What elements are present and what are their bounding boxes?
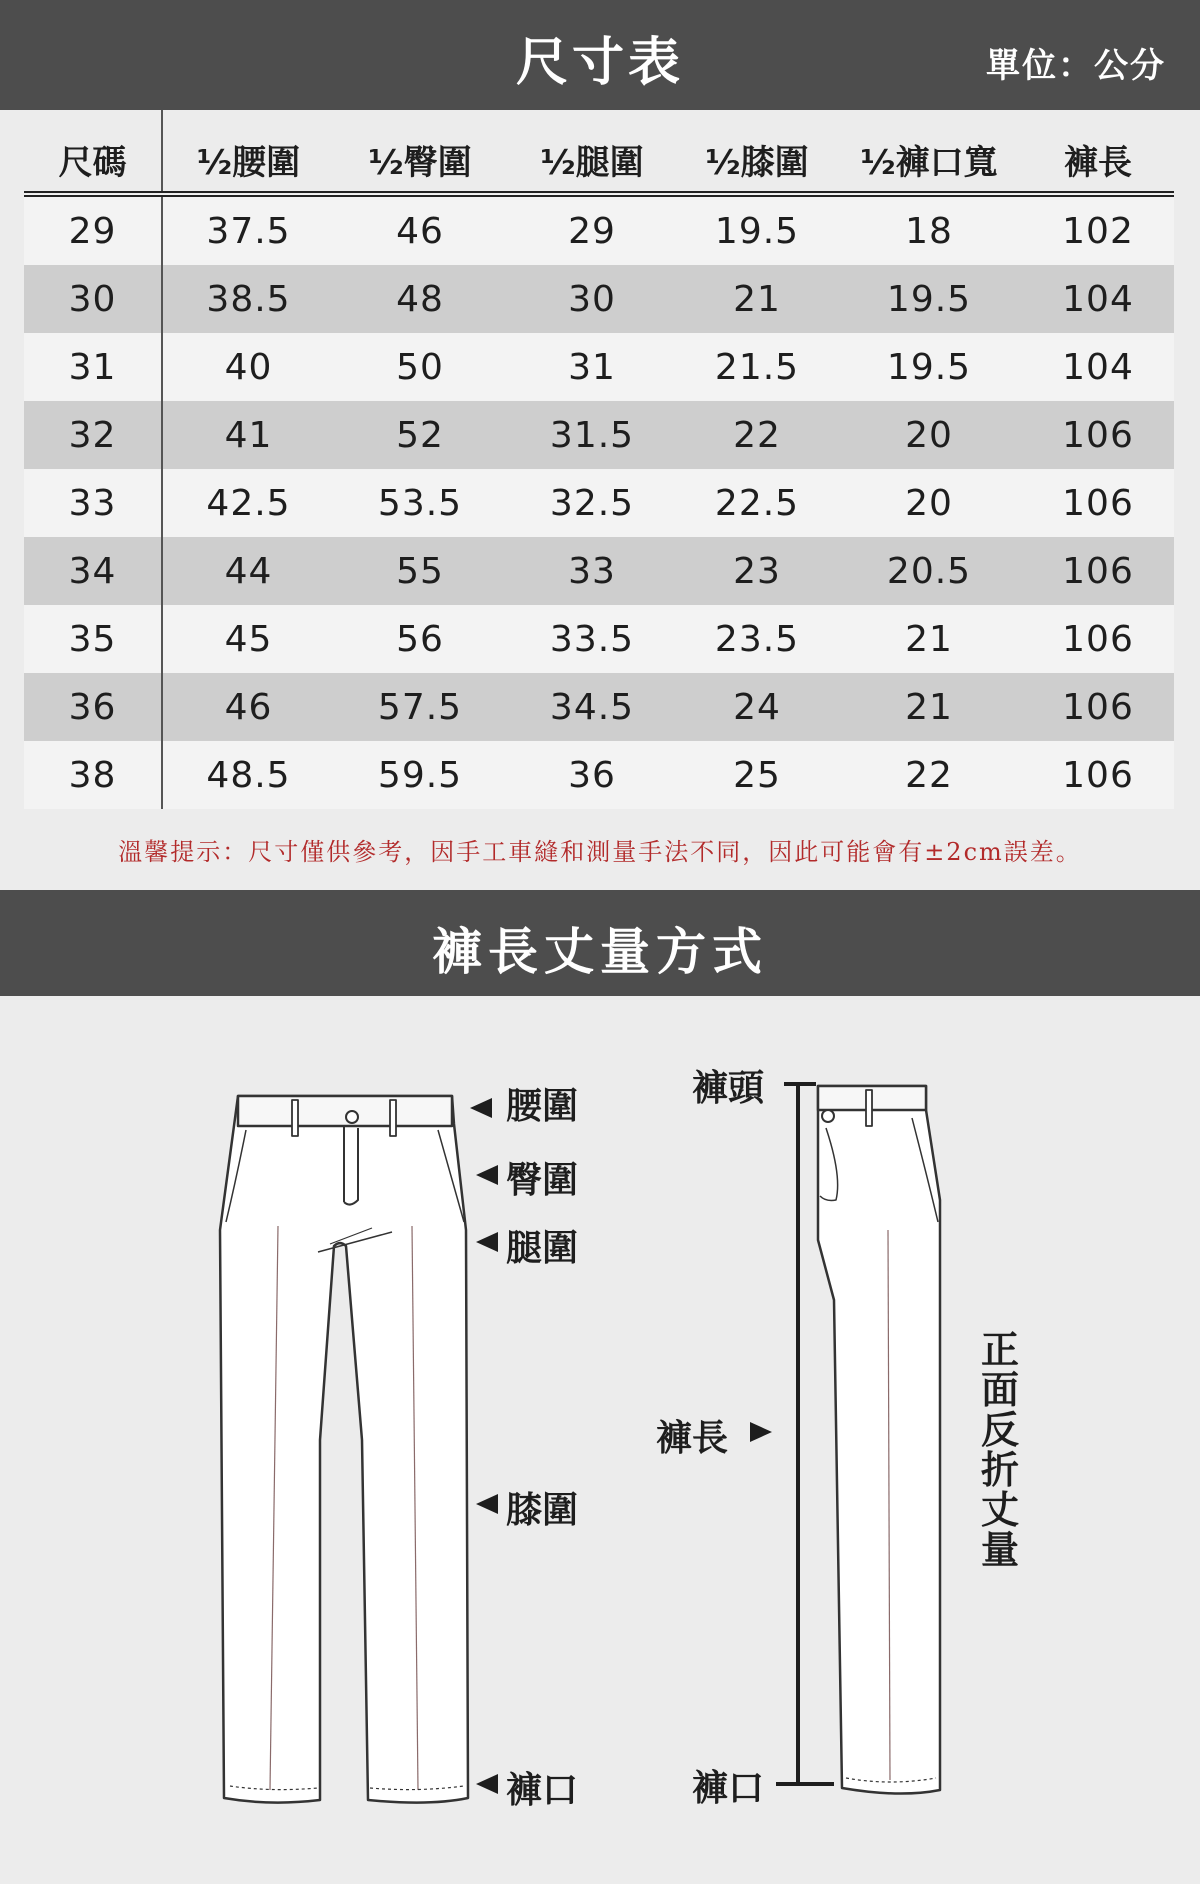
cell-hem: 21 xyxy=(836,605,1022,673)
cell-knee: 23.5 xyxy=(678,605,836,673)
cell-knee: 19.5 xyxy=(678,194,836,265)
cell-length: 106 xyxy=(1022,673,1174,741)
front-pants-illustration xyxy=(220,1096,468,1803)
col-header-knee: ½膝圍 xyxy=(678,110,836,194)
cell-hem: 19.5 xyxy=(836,333,1022,401)
label-hip: 臀圍 xyxy=(506,1160,579,1201)
cell-size: 29 xyxy=(24,194,162,265)
cell-waist: 45 xyxy=(162,605,334,673)
cell-hem: 21 xyxy=(836,673,1022,741)
cell-waist: 46 xyxy=(162,673,334,741)
table-row xyxy=(24,401,1174,469)
col-header-hem: ½褲口寬 xyxy=(836,110,1022,194)
table-row xyxy=(24,673,1174,741)
cell-length: 102 xyxy=(1022,194,1174,265)
cell-hip: 53.5 xyxy=(334,469,506,537)
cell-knee: 24 xyxy=(678,673,836,741)
cell-hem: 19.5 xyxy=(836,265,1022,333)
size-chart-banner xyxy=(0,0,1200,110)
cell-thigh: 29 xyxy=(506,194,678,265)
arrow-left-hem xyxy=(476,1774,498,1794)
arrow-left-knee xyxy=(476,1494,498,1514)
cell-waist: 48.5 xyxy=(162,741,334,809)
cell-length: 106 xyxy=(1022,537,1174,605)
cell-hem: 18 xyxy=(836,194,1022,265)
col-header-hip: ½臀圍 xyxy=(334,110,506,194)
cell-waist: 38.5 xyxy=(162,265,334,333)
cell-length: 104 xyxy=(1022,265,1174,333)
cell-waist: 37.5 xyxy=(162,194,334,265)
cell-size: 33 xyxy=(24,469,162,537)
measurement-note: 溫馨提示：尺寸僅供參考，因手工車縫和測量手法不同，因此可能會有±2cm誤差。 xyxy=(118,838,1082,866)
cell-knee: 21 xyxy=(678,265,836,333)
cell-thigh: 36 xyxy=(506,741,678,809)
cell-size: 34 xyxy=(24,537,162,605)
cell-hip: 59.5 xyxy=(334,741,506,809)
cell-thigh: 31 xyxy=(506,333,678,401)
cell-size: 30 xyxy=(24,265,162,333)
cell-thigh: 32.5 xyxy=(506,469,678,537)
table-row xyxy=(24,469,1174,537)
cell-waist: 42.5 xyxy=(162,469,334,537)
cell-size: 38 xyxy=(24,741,162,809)
cell-waist: 44 xyxy=(162,537,334,605)
label-thigh: 腿圍 xyxy=(506,1228,579,1269)
cell-waist: 41 xyxy=(162,401,334,469)
cell-size: 31 xyxy=(24,333,162,401)
arrow-left-waist xyxy=(470,1098,492,1118)
cell-waist: 40 xyxy=(162,333,334,401)
label-waistband: 褲頭 xyxy=(692,1068,765,1109)
col-header-size: 尺碼 xyxy=(24,110,162,194)
table-row xyxy=(24,741,1174,809)
cell-knee: 21.5 xyxy=(678,333,836,401)
arrow-right-length xyxy=(750,1422,772,1442)
label-knee: 膝圍 xyxy=(506,1490,579,1531)
label-hem-side: 褲口 xyxy=(692,1768,765,1809)
cell-hip: 50 xyxy=(334,333,506,401)
table-row xyxy=(24,605,1174,673)
col-header-thigh: ½腿圍 xyxy=(506,110,678,194)
unit-label: 單位：公分 xyxy=(986,46,1166,86)
cell-length: 106 xyxy=(1022,469,1174,537)
cell-thigh: 33 xyxy=(506,537,678,605)
table-header-row xyxy=(24,110,1174,194)
size-table-container xyxy=(24,110,1174,802)
cell-size: 36 xyxy=(24,673,162,741)
cell-size: 32 xyxy=(24,401,162,469)
cell-hip: 57.5 xyxy=(334,673,506,741)
table-row xyxy=(24,265,1174,333)
cell-knee: 22.5 xyxy=(678,469,836,537)
cell-length: 104 xyxy=(1022,333,1174,401)
size-table xyxy=(24,110,1174,809)
cell-knee: 22 xyxy=(678,401,836,469)
cell-length: 106 xyxy=(1022,741,1174,809)
cell-size: 35 xyxy=(24,605,162,673)
col-header-waist: ½腰圍 xyxy=(162,110,334,194)
cell-length: 106 xyxy=(1022,401,1174,469)
cell-hip: 48 xyxy=(334,265,506,333)
cell-length: 106 xyxy=(1022,605,1174,673)
label-length: 褲長 xyxy=(656,1418,729,1459)
length-measure-banner xyxy=(0,890,1200,996)
cell-knee: 23 xyxy=(678,537,836,605)
col-header-length: 褲長 xyxy=(1022,110,1174,194)
table-row xyxy=(24,537,1174,605)
cell-hem: 22 xyxy=(836,741,1022,809)
cell-thigh: 31.5 xyxy=(506,401,678,469)
cell-hem: 20 xyxy=(836,469,1022,537)
arrow-left-thigh xyxy=(476,1232,498,1252)
cell-hip: 46 xyxy=(334,194,506,265)
label-hem-front: 褲口 xyxy=(506,1770,579,1811)
cell-hip: 55 xyxy=(334,537,506,605)
size-chart-title: 尺寸表 xyxy=(515,33,684,93)
cell-thigh: 34.5 xyxy=(506,673,678,741)
label-waist: 腰圍 xyxy=(506,1086,579,1127)
vertical-note: 正面反折丈量 xyxy=(980,1328,1019,1572)
arrow-left-hip xyxy=(476,1165,498,1185)
cell-knee: 25 xyxy=(678,741,836,809)
cell-hip: 56 xyxy=(334,605,506,673)
cell-hem: 20 xyxy=(836,401,1022,469)
cell-hem: 20.5 xyxy=(836,537,1022,605)
cell-hip: 52 xyxy=(334,401,506,469)
table-row xyxy=(24,194,1174,265)
cell-thigh: 33.5 xyxy=(506,605,678,673)
side-pants-illustration xyxy=(818,1086,940,1794)
length-measure-title: 褲長丈量方式 xyxy=(432,923,768,981)
cell-thigh: 30 xyxy=(506,265,678,333)
table-row xyxy=(24,333,1174,401)
